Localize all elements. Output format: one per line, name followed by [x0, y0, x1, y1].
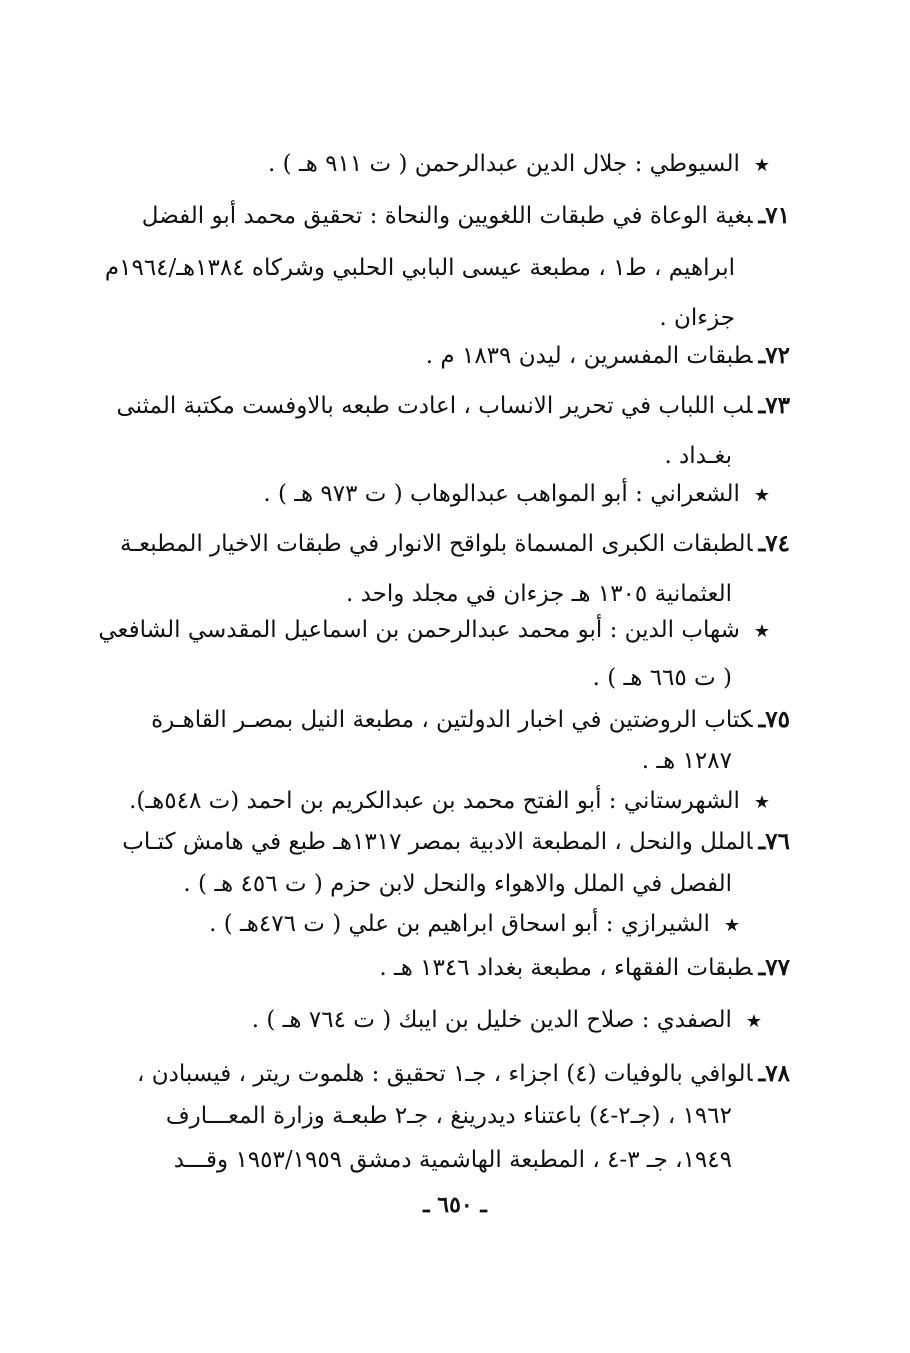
entry-71-line-3	[659, 302, 735, 334]
line-text: بغـداد .	[664, 443, 732, 469]
entry-74-line-1	[120, 528, 790, 560]
star-icon: ★	[753, 485, 770, 506]
entry-number: ٧٢ـ	[758, 342, 790, 369]
line-text: ١٩٦٢ ، (جـ٢-٤) باعتناء ديدرينغ ، جـ٢ طبعـة وزارة المعـــارف	[165, 1103, 732, 1129]
entry-75-line-1	[151, 704, 790, 736]
line-text: ١٩٤٩، جـ ٣-٤ ، المطبعة الهاشمية دمشق ١٩٥٣/١٩٥٩ وقـــد	[173, 1147, 732, 1173]
author-heading-shirazi	[209, 908, 740, 942]
entry-73-line-1	[117, 390, 791, 422]
line-text: شهاب الدين : أبو محمد عبدالرحمن بن اسماعيل المقدسي الشافعي	[98, 617, 740, 643]
entry-78-line-1	[137, 1058, 790, 1090]
line-text: ( ت ٦٦٥ هـ ) .	[592, 665, 732, 691]
line-text: لب اللباب في تحرير الانساب ، اعادت طبعه بالاوفست مكتبة المثنى	[116, 393, 753, 419]
entry-number: ٧٦ـ	[758, 828, 790, 855]
line-text: الشهرستاني : أبو الفتح محمد بن عبدالكريم بن احمد (ت ٥٤٨هـ).	[129, 788, 740, 814]
author-heading-suyuti	[268, 148, 770, 182]
entry-78-line-3	[174, 1144, 732, 1176]
entry-number: ٧٧ـ	[758, 954, 790, 981]
line-text: الوافي بالوفيات (٤) اجزاء ، جـ١ تحقيق : هلموت ريتر ، فيسبادن ،	[137, 1061, 753, 1087]
entry-number: ٧٤ـ	[758, 530, 790, 557]
line-text: طبقات المفسرين ، ليدن ١٨٣٩ م .	[425, 343, 753, 369]
entry-number: ٧١ـ	[758, 202, 790, 229]
entry-71-line-2	[105, 252, 735, 284]
entry-71-line-1	[142, 200, 790, 232]
line-text: ابراهيم ، ط١ ، مطبعة عيسى البابي الحلبي وشركاه ١٣٨٤هـ/١٩٦٤م	[104, 255, 735, 281]
entry-72	[426, 340, 790, 372]
line-text: الملل والنحل ، المطبعة الادبية بمصر ١٣١٧هـ طبع في هامش كتـاب	[122, 829, 753, 855]
line-text: الطبقات الكبرى المسماة بلواقح الانوار في طبقات الاخيار المطبعـة	[120, 531, 753, 557]
line-text: طبقات الفقهاء ، مطبعة بغداد ١٣٤٦ هـ .	[379, 955, 753, 981]
author-heading-shihab-aldin	[98, 614, 770, 648]
entry-number: ٧٣ـ	[758, 392, 790, 419]
line-text: جزءان .	[659, 305, 735, 331]
line-text: ١٢٨٧ هـ .	[641, 748, 732, 774]
line-text: العثمانية ١٣٠٥ هـ جزءان في مجلد واحد .	[345, 581, 732, 607]
entry-number: ٧٨ـ	[758, 1060, 790, 1087]
star-icon: ★	[745, 1011, 762, 1032]
page-number: ـ ٦٥٠ ـ	[423, 1192, 487, 1218]
entry-76-line-1	[122, 826, 790, 858]
author-heading-safadi	[252, 1004, 762, 1038]
star-icon: ★	[753, 155, 770, 176]
line-text: الشعراني : أبو المواهب عبدالوهاب ( ت ٩٧٣ هـ ) .	[263, 481, 740, 507]
entry-74-line-2	[346, 578, 732, 610]
entry-76-line-2	[183, 868, 732, 900]
author-heading-shihab-aldin-line-2	[593, 662, 732, 694]
entry-73-line-2	[664, 440, 732, 472]
star-icon: ★	[753, 792, 770, 813]
line-text: بغية الوعاة في طبقات اللغويين والنحاة : تحقيق محمد أبو الفضل	[141, 203, 753, 229]
line-text: الصفدي : صلاح الدين خليل بن ايبك ( ت ٧٦٤ هـ ) .	[251, 1007, 732, 1033]
entry-75-line-2	[642, 745, 732, 777]
star-icon: ★	[753, 621, 770, 642]
author-heading-sharani	[263, 478, 770, 512]
line-text: السيوطي : جلال الدين عبدالرحمن ( ت ٩١١ هـ ) .	[268, 151, 740, 177]
entry-number: ٧٥ـ	[758, 706, 790, 733]
line-text: الشيرازي : أبو اسحاق ابراهيم بن علي ( ت ٤٧٦هـ ) .	[209, 911, 710, 937]
author-heading-shahrastani	[129, 785, 770, 819]
line-text: الفصل في الملل والاهواء والنحل لابن حزم ( ت ٤٥٦ هـ ) .	[183, 871, 732, 897]
star-icon: ★	[723, 915, 740, 936]
entry-78-line-2	[166, 1100, 732, 1132]
line-text: كتاب الروضتين في اخبار الدولتين ، مطبعة النيل بمصـر القاهـرة	[151, 707, 753, 733]
entry-77	[379, 952, 790, 984]
